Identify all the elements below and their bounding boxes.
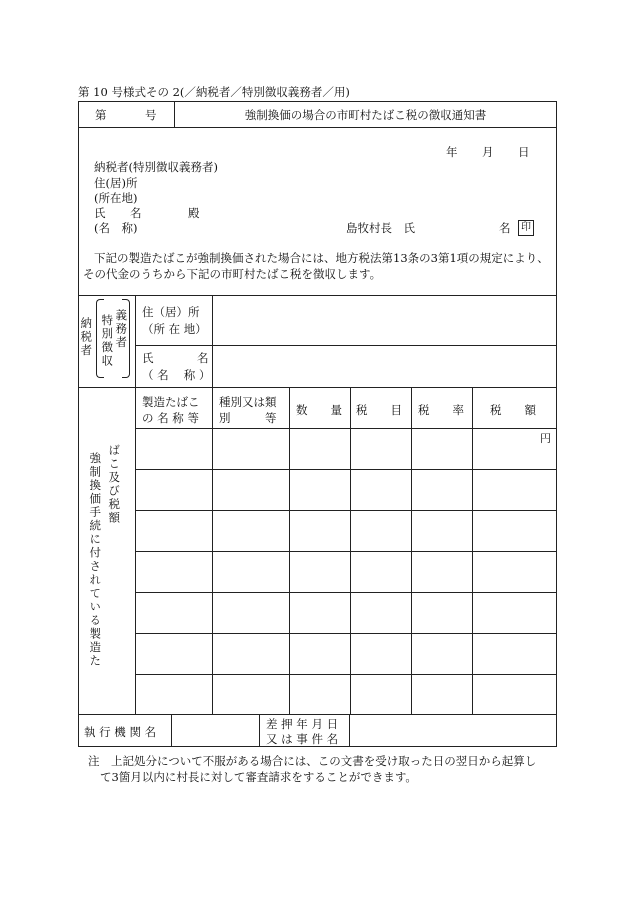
col-header-quantity: 数 量 <box>296 403 342 417</box>
number-label-2: 号 <box>145 108 157 122</box>
addressee-name-a: 氏 <box>94 206 106 220</box>
issuer-title: 島牧村長 氏 <box>346 221 415 235</box>
addressee-line1: 納税者(特別徴収義務者) <box>94 160 218 174</box>
date-month: 月 <box>482 145 494 159</box>
taxpayer-row-divider <box>135 345 557 346</box>
seizure-label-1: 差 押 年 月 日 <box>266 717 339 731</box>
taxpayer-divider-2 <box>212 295 213 388</box>
taxpayer-divider-1 <box>135 295 136 388</box>
items-row-line <box>135 674 557 675</box>
items-side-label-1: 強制換価手続に付されている製造た <box>88 452 103 668</box>
number-label-1: 第 <box>95 108 107 122</box>
form-label: 第 10 号様式その 2(／納税者／特別徴収義務者／用) <box>78 85 350 99</box>
taxpayer-side-sub-1: 特別徴収 <box>100 314 115 368</box>
body-text-line2: その代金のうちから下記の市町村たばこ税を徴収します。 <box>83 267 382 281</box>
addressee-name-b: 名 <box>130 206 142 220</box>
note-line2: て3箇月以内に村長に対して審査請求をすることができます。 <box>100 770 417 784</box>
addressee-honorific: 殿 <box>188 206 200 220</box>
addressee-line2: 住(居)所 <box>94 176 138 190</box>
agency-label: 執 行 機 関 名 <box>84 725 157 739</box>
seizure-label-2: 又 は 事 件 名 <box>266 732 339 746</box>
seal-text: 印 <box>518 220 534 236</box>
name-label-1b: 名 <box>197 351 209 365</box>
body-text-line1: 下記の製造たばこが強制換価された場合には、地方税法第13条の3第1項の規定により、 <box>94 251 549 265</box>
items-row-line <box>135 592 557 593</box>
name-label-1a: 氏 <box>142 351 154 365</box>
currency-unit: 円 <box>540 432 551 445</box>
seal-mark <box>518 219 534 236</box>
note-line1: 注 上記処分について不服がある場合には、この文書を受け取った日の翌日から起算し <box>88 754 537 768</box>
col-header-type-1: 種別又は類 <box>219 395 277 409</box>
col-header-name-1: 製造たばこ <box>142 395 200 409</box>
date-year: 年 <box>446 145 458 159</box>
addressee-line3: (所在地) <box>94 191 138 205</box>
issuer-name-suffix: 名 <box>499 221 511 235</box>
col-header-name-2: の 名 称 等 <box>142 411 199 425</box>
items-row-line <box>135 633 557 634</box>
items-row-line <box>135 510 557 511</box>
name-label-2: （ 名 称 ） <box>142 368 211 382</box>
footer-divider-3 <box>349 714 350 747</box>
items-row-line <box>135 469 557 470</box>
address-label-1: 住（居）所 <box>142 305 200 319</box>
footer-divider-1 <box>171 714 172 747</box>
col-header-tax-amount: 税 額 <box>490 403 536 417</box>
date-day: 日 <box>518 145 530 159</box>
items-row-line <box>135 551 557 552</box>
col-header-type-2: 別 等 <box>219 411 277 425</box>
col-header-tax-rate: 税 率 <box>418 403 464 417</box>
items-side-label-2: ばこ及び税額 <box>107 444 122 525</box>
address-label-2: （所 在 地） <box>142 322 207 336</box>
items-row-line <box>135 428 557 429</box>
taxpayer-side-main: 納税者 <box>79 317 94 358</box>
col-header-tax-item: 税 目 <box>356 403 402 417</box>
taxpayer-side-sub-2: 義務者 <box>114 309 129 350</box>
document-title: 強制換価の場合の市町村たばこ税の徴収通知書 <box>244 108 487 122</box>
addressee-line5: (名 称) <box>94 221 138 235</box>
footer-divider-2 <box>259 714 260 747</box>
